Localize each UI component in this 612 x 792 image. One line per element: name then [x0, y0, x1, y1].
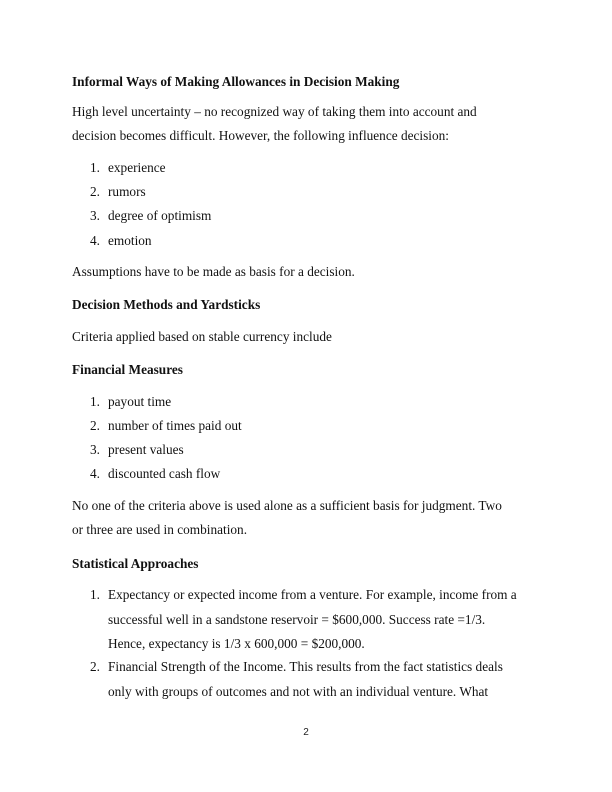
- list-number: 2.: [90, 659, 100, 674]
- list-text: rumors: [108, 184, 146, 199]
- heading-decision-methods: Decision Methods and Yardsticks: [72, 297, 261, 312]
- list-text-line: only with groups of outcomes and not with an individual venture. What: [108, 683, 489, 699]
- list-item: [90, 462, 220, 486]
- paragraph-assumptions: Assumptions have to be made as basis for a decision.: [72, 264, 355, 279]
- list-text: number of times paid out: [108, 418, 242, 433]
- list-item: [90, 156, 166, 180]
- list-item: [90, 204, 211, 228]
- heading-statistical-approaches: Statistical Approaches: [72, 556, 199, 571]
- list-number: 2.: [90, 418, 100, 433]
- list-text-line: Financial Strength of the Income. This results from the fact statistics deals: [108, 659, 503, 674]
- list-number: 3.: [90, 208, 100, 223]
- list-number: 1.: [90, 394, 100, 409]
- paragraph-criteria: Criteria applied based on stable currency include: [72, 329, 332, 344]
- list-number: 2.: [90, 184, 100, 199]
- list-number: 1.: [90, 160, 100, 175]
- heading-informal-ways: Informal Ways of Making Allowances in Decision Making: [72, 74, 400, 89]
- list-item: [90, 414, 242, 438]
- list-item: [90, 583, 550, 657]
- paragraph-line: or three are used in combination.: [72, 522, 248, 537]
- paragraph-line: decision becomes difficult. However, the following influence decision:: [72, 128, 449, 143]
- paragraph-uncertainty: [72, 100, 542, 148]
- list-item: [90, 390, 171, 414]
- heading-financial-measures: Financial Measures: [72, 362, 183, 377]
- list-text: discounted cash flow: [108, 466, 221, 481]
- paragraph-line: No one of the criteria above is used alone as a sufficient basis for judgment. Two: [72, 498, 502, 513]
- list-text: emotion: [108, 233, 152, 248]
- list-text: degree of optimism: [108, 208, 212, 223]
- page-number: 2: [303, 727, 309, 738]
- list-item: [90, 655, 550, 704]
- list-number: 4.: [90, 233, 100, 248]
- list-number: 1.: [90, 587, 100, 602]
- list-number: 4.: [90, 466, 100, 481]
- list-item: [90, 438, 184, 462]
- list-text-line: successful well in a sandstone reservoir = $600,000. Success rate =1/3.: [108, 611, 486, 627]
- list-number: 3.: [90, 442, 100, 457]
- paragraph-line: High level uncertainty – no recognized way of taking them into account and: [72, 104, 477, 119]
- list-text: experience: [108, 160, 166, 175]
- list-text-line: Expectancy or expected income from a venture. For example, income from a: [108, 587, 517, 602]
- list-item: [90, 180, 146, 204]
- paragraph-criteria-combination: [72, 494, 542, 542]
- list-text: present values: [108, 442, 184, 457]
- list-text-line: Hence, expectancy is 1/3 x 600,000 = $200,000.: [108, 636, 365, 651]
- list-text: payout time: [108, 394, 172, 409]
- list-item: [90, 229, 152, 253]
